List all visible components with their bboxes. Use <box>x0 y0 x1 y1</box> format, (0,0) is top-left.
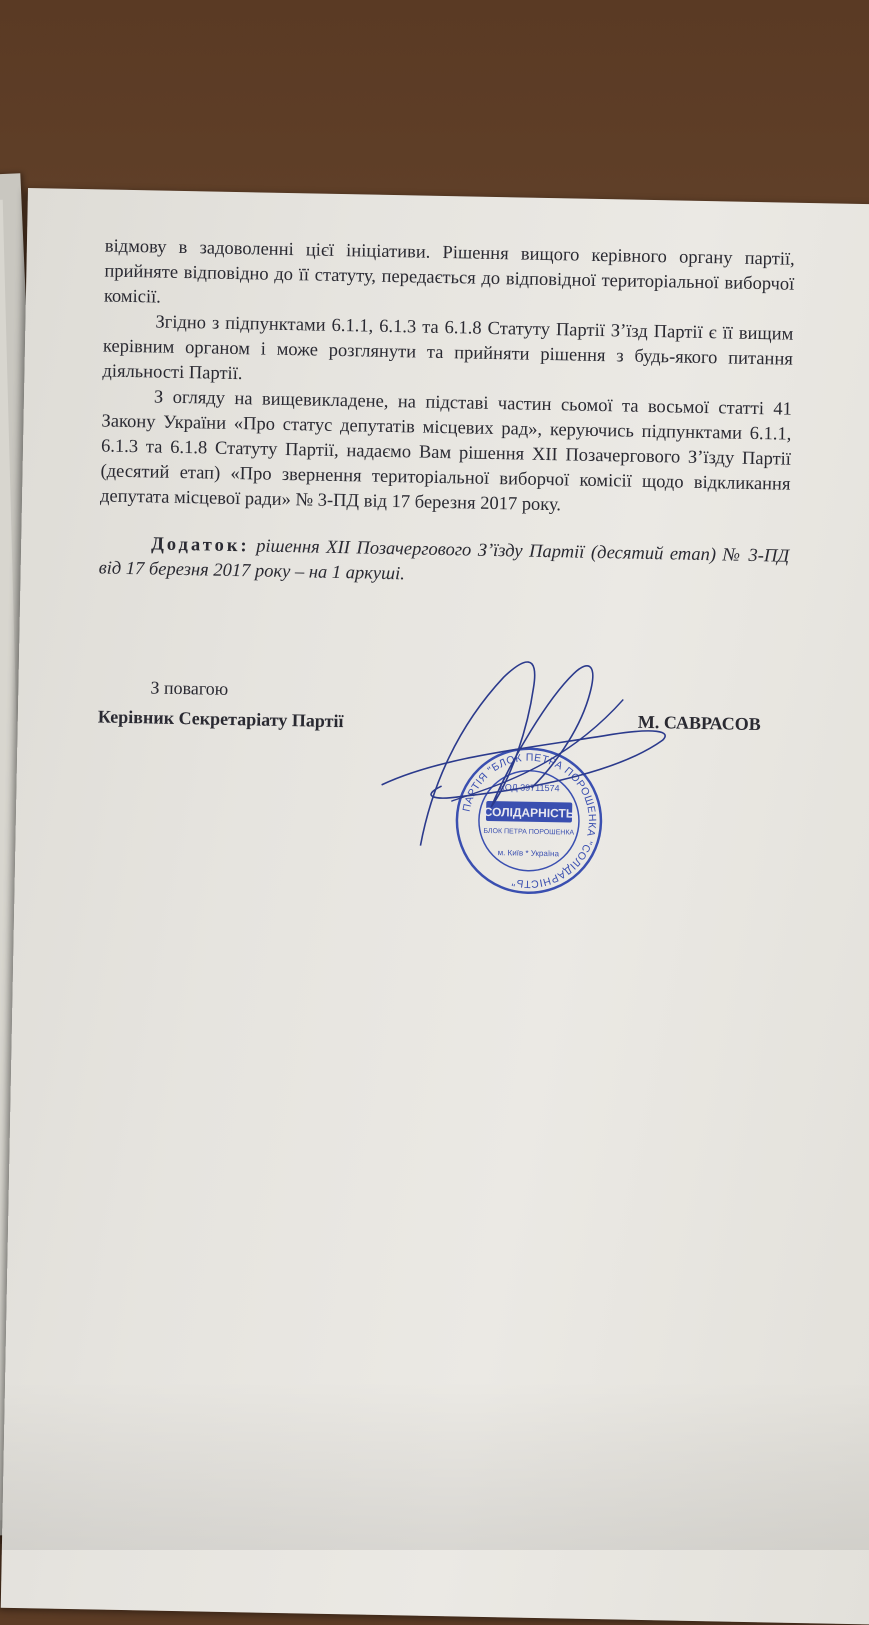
stamp-badge-sub: БЛОК ПЕТРА ПОРОШЕНКА <box>483 827 575 837</box>
stamp-bottom: м. Київ * Україна <box>497 848 560 859</box>
signer-position: Керівник Секретаріату Партії <box>97 706 344 732</box>
signer-name: М. САВРАСОВ <box>637 711 761 735</box>
stamp-outer-text: ПАРТІЯ "БЛОК ПЕТРА ПОРОШЕНКА "СОЛІДАРНІСТЬ" <box>460 751 599 890</box>
paragraph-3: З огляду на вищевикладене, на підставі частин сьомої та восьмої статті 41 Закону України «Про статус депутатів місцевих рад», керуючись підпунктами 6.1.1, 6.1.3 та 6.1.8 Статуту Партії, надаємо Вам рішення XII Позачергового З’їзду Партії (десятий етап) «Про звернення територіальної виборчої комісії щодо відкликання депутата місцевої ради» № 3-ПД від 17 березня 2017 року. <box>99 387 793 516</box>
attachment-line <box>98 531 789 594</box>
stamp-badge: СОЛІДАРНІСТЬ <box>483 804 575 821</box>
attachment-label: Додаток: <box>150 534 250 557</box>
paragraph-2: Згідно з підпунктами 6.1.1, 6.1.3 та 6.1.8 Статуту Партії З’їзд Партії є її вищим керівним органом і може розглянути та прийняти рішення з будь-якого питання діяльності Партії. <box>102 312 794 385</box>
paragraph-1: відмову в задоволенні цієї ініціативи. Рішення вищого керівного органу партії, прийняте відповідно до її статуту, передається до відповідної територіальної виборчої комісії. <box>103 236 795 308</box>
handwritten-signature <box>360 635 684 861</box>
letter-body <box>98 234 795 594</box>
photo-shadow <box>0 1380 869 1550</box>
closing-regards: З повагою <box>150 677 229 699</box>
attachment-text: рішення XII Позачергового З’їзду Партії (десятий етап) № 3-ПД від 17 березня 2017 року – на 1 аркуші. <box>98 536 790 585</box>
stamp-code: КОД 39711574 <box>499 782 560 794</box>
